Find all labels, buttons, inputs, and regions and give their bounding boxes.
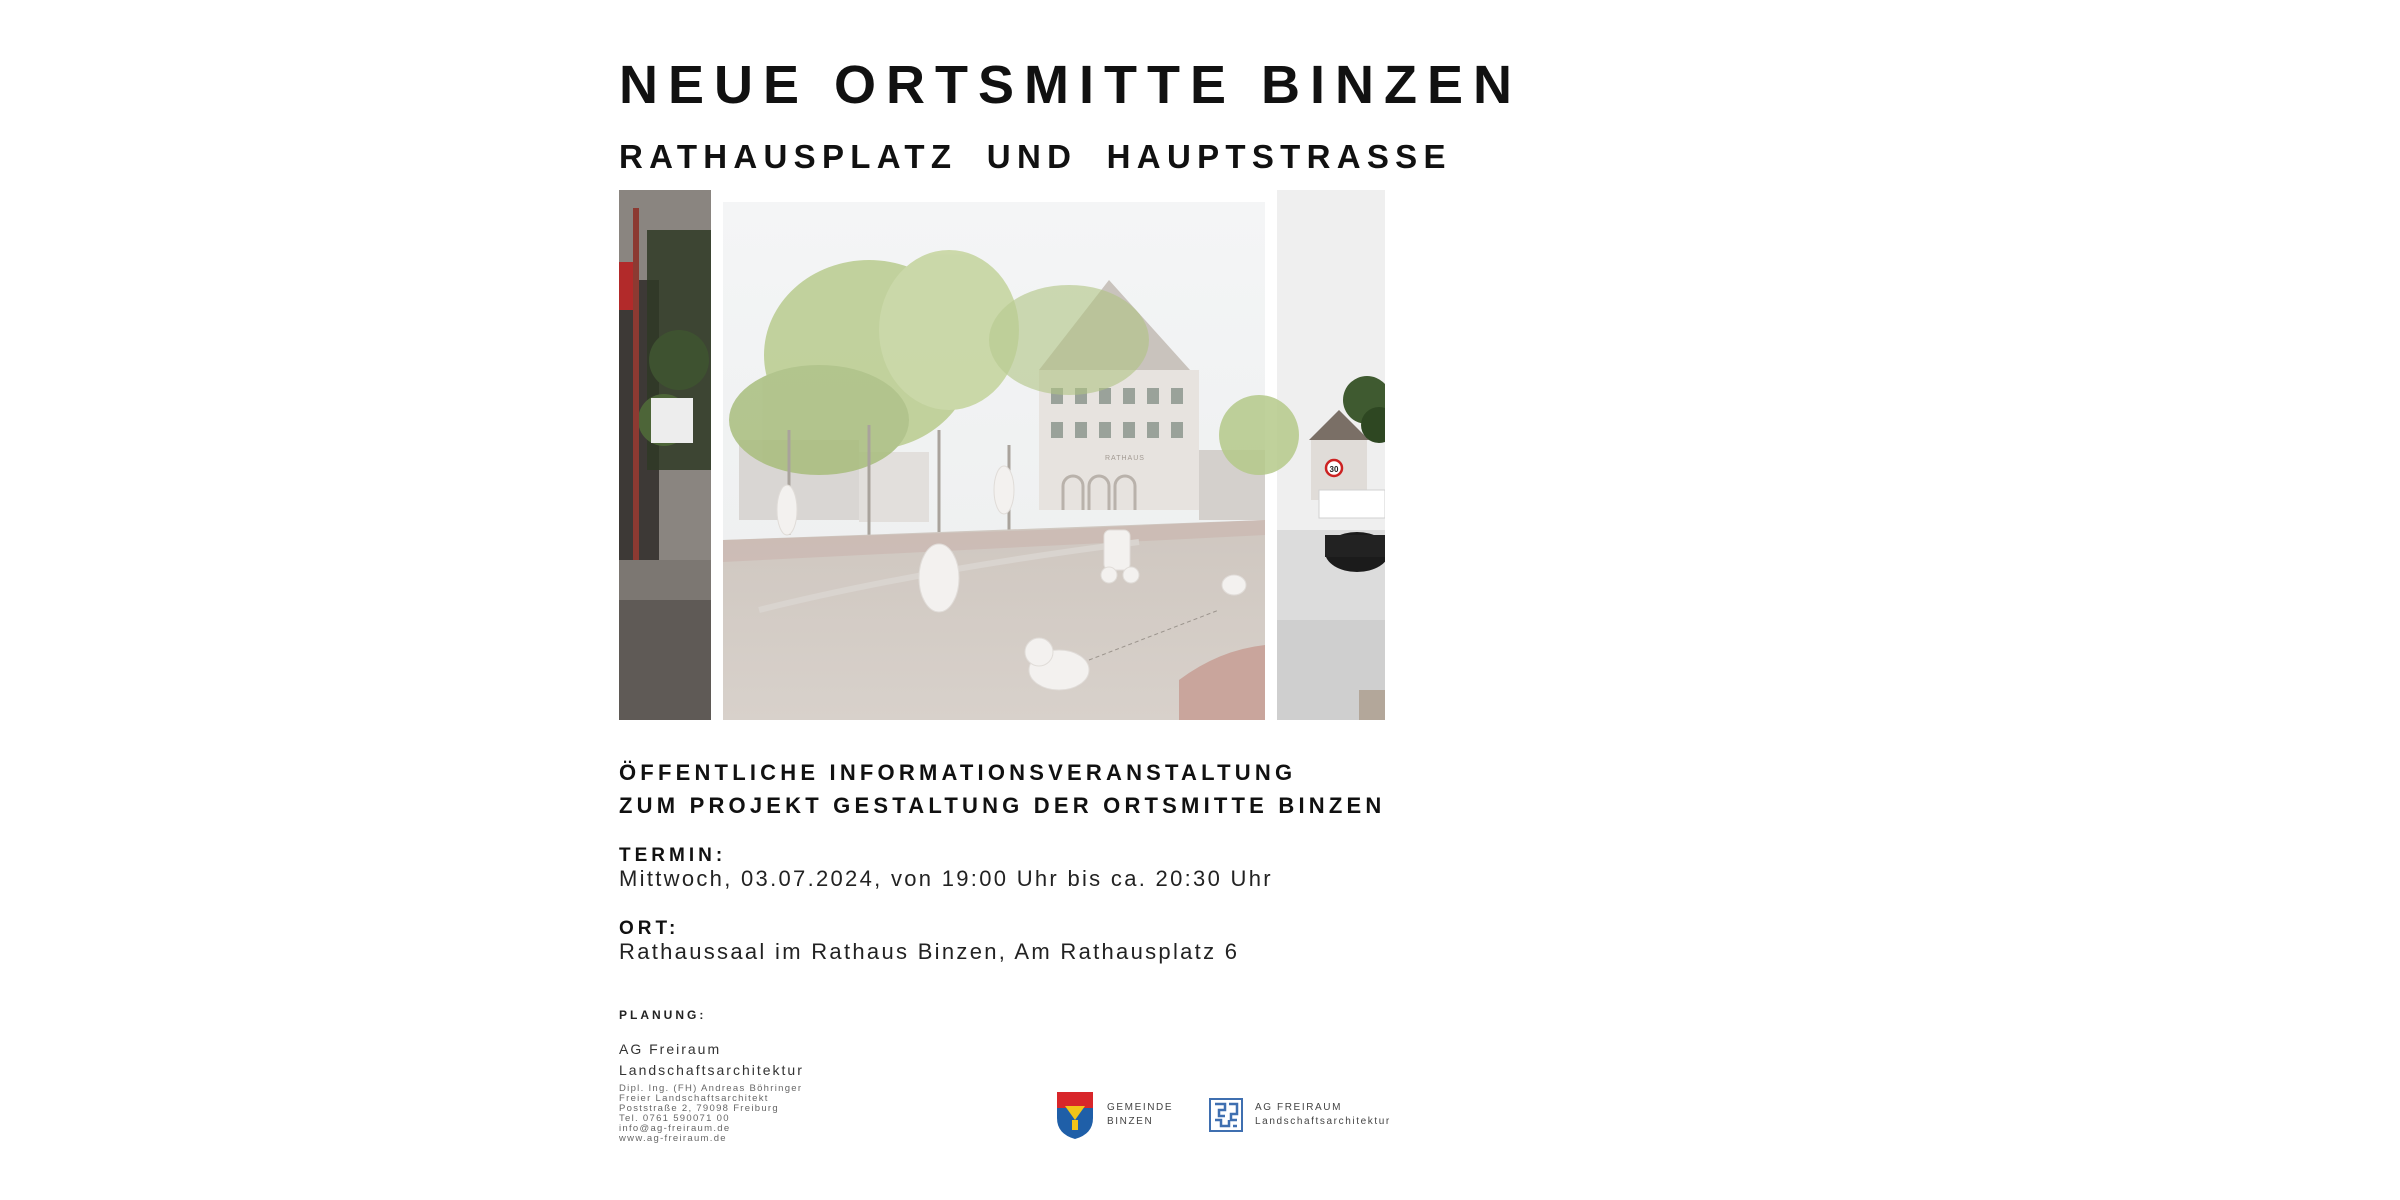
contact-line: Tel. 0761 590071 00 [619,1113,730,1124]
termin-label: TERMIN: [619,845,727,866]
central-rendering [711,190,1299,720]
ag-logo-line2: Landschaftsarchitektur [1255,1116,1391,1127]
project-visualization [619,190,1385,720]
ort-label: ORT: [619,918,680,939]
planner-contact [619,1084,802,1144]
gemeinde-binzen-logo [1055,1090,1173,1140]
planner-name [619,1039,804,1081]
termin-value: Mittwoch, 03.07.2024, von 19:00 Uhr bis ca. 20:30 Uhr [619,866,1273,891]
planung-label: PLANUNG: [619,1008,707,1022]
contact-line: Dipl. Ing. (FH) Andreas Böhringer [619,1083,803,1094]
gemeinde-logo-line1: GEMEINDE [1107,1102,1174,1113]
contact-website: www.ag-freiraum.de [619,1133,727,1144]
contact-line: Poststraße 2, 79098 Freiburg [619,1103,779,1114]
ag-freiraum-maze-icon [1209,1098,1243,1132]
ag-freiraum-logo [1209,1098,1391,1132]
gemeinde-logo-line2: BINZEN [1107,1116,1154,1127]
binzen-crest-icon [1055,1090,1095,1140]
event-heading-line2: ZUM PROJEKT GESTALTUNG DER ORTSMITTE BINZEN [619,793,1386,818]
speed-sign-text: 30 [1329,465,1339,474]
poster-subtitle: RATHAUSPLATZ UND HAUPTSTRASSE [619,138,1452,175]
left-photo-strip [619,190,711,720]
event-heading-line1: ÖFFENTLICHE INFORMATIONSVERANSTALTUNG [619,760,1297,785]
ag-logo-line1: AG FREIRAUM [1255,1102,1343,1113]
planner-name-line1: AG Freiraum [619,1041,722,1057]
ort-value: Rathaussaal im Rathaus Binzen, Am Rathausplatz 6 [619,939,1240,964]
contact-email: info@ag-freiraum.de [619,1123,731,1134]
planner-name-line2: Landschaftsarchitektur [619,1062,804,1078]
town-hall-sign: RATHAUS [1105,455,1145,462]
poster [619,0,1523,1200]
event-heading [619,756,1385,822]
contact-line: Freier Landschaftsarchitekt [619,1093,769,1104]
poster-title: NEUE ORTSMITTE BINZEN [619,55,1523,115]
visualization-illustration [619,190,1385,720]
